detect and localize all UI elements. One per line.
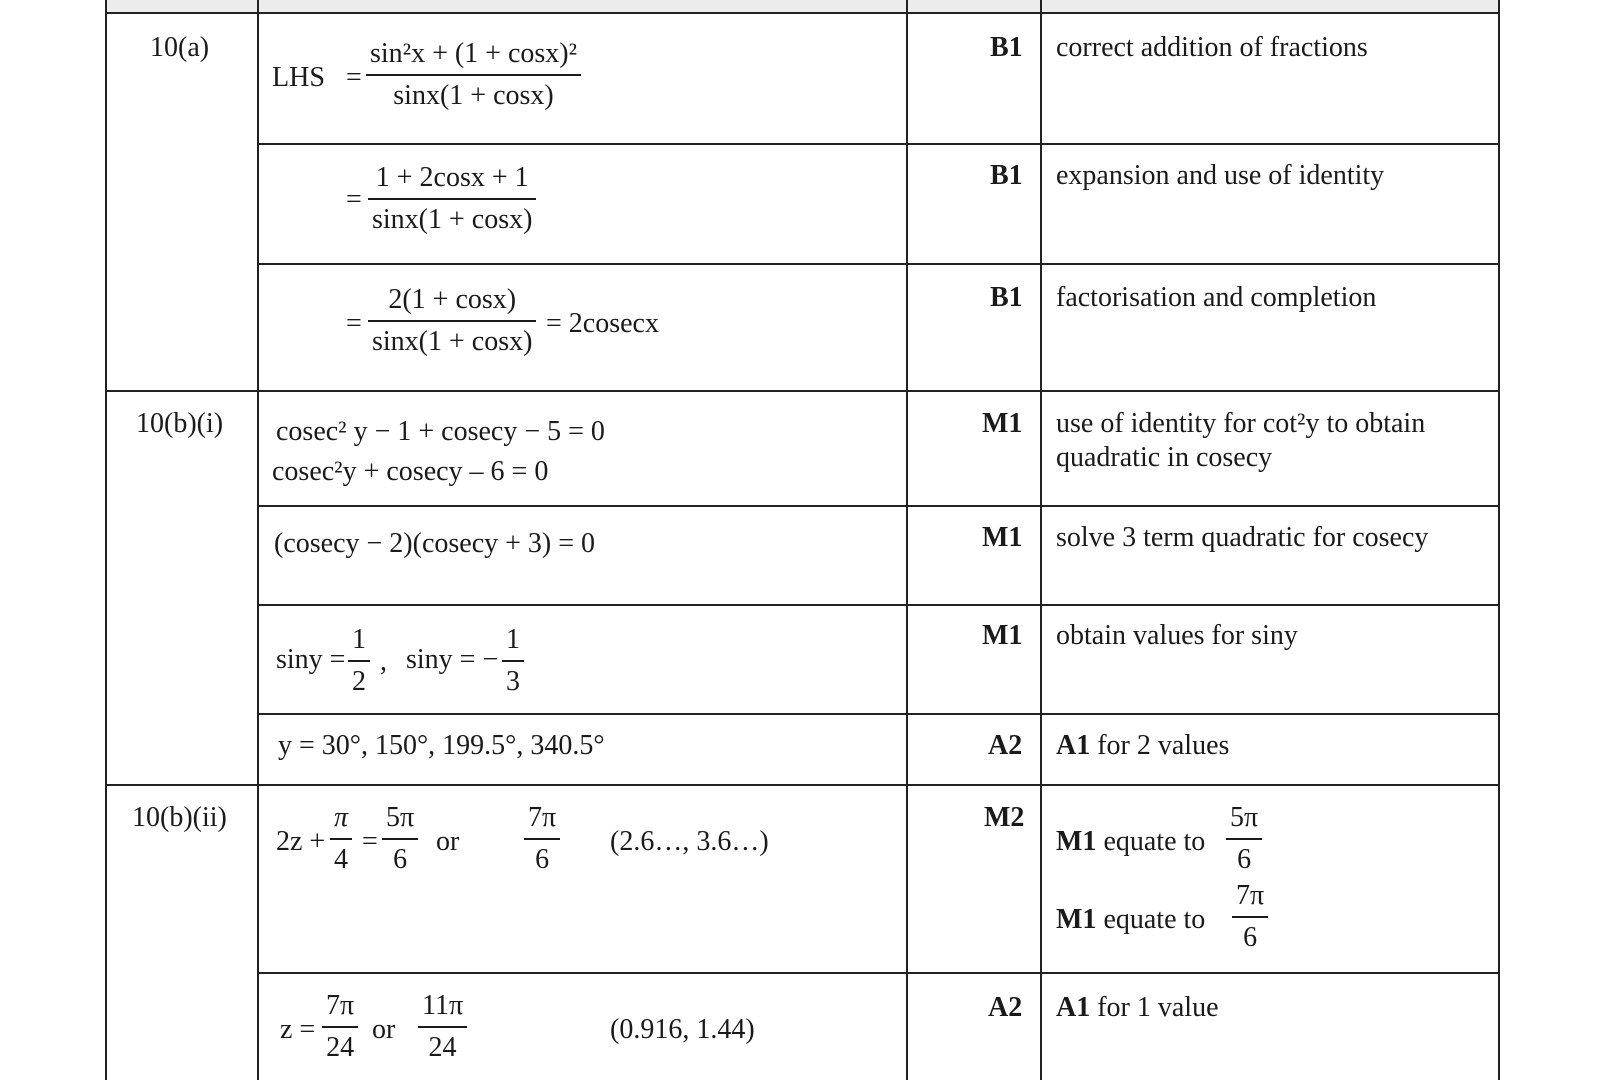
column-divider xyxy=(1498,0,1500,1080)
numerator: 7π xyxy=(326,990,355,1021)
guidance-text: solve 3 term quadratic for cosecy xyxy=(1056,522,1429,553)
or-word: or xyxy=(372,1014,396,1045)
denominator: 24 xyxy=(428,1032,457,1063)
guidance-mark: A1 xyxy=(1056,992,1091,1023)
row-divider xyxy=(258,143,1500,145)
guidance-mark: M1 xyxy=(1056,904,1097,935)
mark-code: B1 xyxy=(990,32,1023,63)
equals-sign: = xyxy=(346,184,362,215)
row-divider xyxy=(258,505,1500,507)
guidance-text xyxy=(1056,992,1219,1024)
mark-code: M1 xyxy=(982,620,1023,651)
guidance-text: use of identity for cot²y to obtain xyxy=(1056,408,1426,439)
separator: , xyxy=(380,646,387,677)
numerator: 2(1 + cosx) xyxy=(388,284,517,315)
working-line: (cosecy − 2)(cosecy + 3) = 0 xyxy=(274,528,596,559)
guidance-text: expansion and use of identity xyxy=(1056,160,1385,191)
column-divider xyxy=(906,0,908,1080)
guidance-text: obtain values for siny xyxy=(1056,620,1298,651)
denominator: sinx(1 + cosx) xyxy=(372,204,533,235)
fraction xyxy=(1232,880,1268,954)
mark-code: M1 xyxy=(982,522,1023,553)
denominator: 3 xyxy=(506,666,520,697)
mark-code: A2 xyxy=(988,992,1023,1023)
mark-code: M2 xyxy=(984,802,1025,833)
guidance-text xyxy=(1056,826,1205,858)
guidance-mark: A1 xyxy=(1056,730,1091,761)
approximate-values: (0.916, 1.44) xyxy=(610,1014,755,1045)
denominator: sinx(1 + cosx) xyxy=(393,80,554,111)
result-expression: = 2cosecx xyxy=(546,308,659,339)
fraction xyxy=(368,162,536,236)
numerator: 7π xyxy=(1236,880,1265,911)
question-number: 10(b)(ii) xyxy=(132,802,227,833)
numerator: 5π xyxy=(386,802,415,833)
guidance-rest: equate to xyxy=(1096,904,1206,935)
working-lhs: z = xyxy=(280,1014,316,1045)
mark-code: B1 xyxy=(990,160,1023,191)
numerator: 1 xyxy=(352,624,366,655)
row-divider xyxy=(258,713,1500,715)
fraction xyxy=(368,284,536,358)
guidance-rest: for 2 values xyxy=(1090,730,1230,761)
numerator: 1 xyxy=(506,624,520,655)
fraction xyxy=(366,38,581,112)
guidance-text: correct addition of fractions xyxy=(1056,32,1368,63)
row-divider xyxy=(105,390,1500,392)
guidance-text: quadratic in cosecy xyxy=(1056,442,1273,473)
denominator: 6 xyxy=(393,844,408,875)
fraction xyxy=(502,624,524,698)
fraction xyxy=(524,802,560,876)
equals-sign: = xyxy=(346,62,362,93)
column-divider xyxy=(257,0,259,1080)
mark-code: M1 xyxy=(982,408,1023,439)
numerator: 5π xyxy=(1230,802,1259,833)
guidance-text xyxy=(1056,904,1205,936)
lhs-label: LHS xyxy=(272,62,325,93)
guidance-text: factorisation and completion xyxy=(1056,282,1377,313)
fraction xyxy=(1226,802,1262,876)
fraction xyxy=(418,990,467,1064)
approximate-values: (2.6…, 3.6…) xyxy=(610,826,769,857)
denominator: 2 xyxy=(352,666,366,697)
working-lhs: siny = − xyxy=(406,644,499,675)
working-line: cosec²y + cosecy – 6 = 0 xyxy=(272,456,549,487)
row-divider xyxy=(105,12,1500,14)
guidance-mark: M1 xyxy=(1056,826,1097,857)
denominator: 6 xyxy=(535,844,550,875)
mark-code: A2 xyxy=(988,730,1023,761)
guidance-rest: equate to xyxy=(1096,826,1206,857)
equals-sign: = xyxy=(346,308,362,339)
question-number: 10(b)(i) xyxy=(136,408,224,439)
fraction xyxy=(382,802,418,876)
denominator: sinx(1 + cosx) xyxy=(372,326,533,357)
denominator: 4 xyxy=(334,844,349,875)
row-divider xyxy=(105,784,1500,786)
mark-code: B1 xyxy=(990,282,1023,313)
fraction xyxy=(348,624,370,698)
guidance-text xyxy=(1056,730,1229,762)
question-number: 10(a) xyxy=(150,32,210,63)
row-divider xyxy=(258,604,1500,606)
column-divider xyxy=(1040,0,1042,1080)
or-word: or xyxy=(436,826,460,857)
numerator: 7π xyxy=(528,802,557,833)
working-line: y = 30°, 150°, 199.5°, 340.5° xyxy=(278,730,605,761)
fraction xyxy=(322,990,358,1064)
denominator: 24 xyxy=(326,1032,355,1063)
working-line: cosec² y − 1 + cosecy − 5 = 0 xyxy=(276,416,605,447)
numerator: 11π xyxy=(422,990,464,1021)
fraction xyxy=(330,802,352,876)
row-divider xyxy=(258,972,1500,974)
numerator: π xyxy=(334,802,349,833)
guidance-rest: for 1 value xyxy=(1090,992,1219,1023)
working-lhs: siny = xyxy=(276,644,346,675)
denominator: 6 xyxy=(1243,922,1258,953)
equals-sign: = xyxy=(362,826,378,857)
row-divider xyxy=(258,263,1500,265)
working-lhs: 2z + xyxy=(276,826,326,857)
column-divider xyxy=(105,0,107,1080)
numerator: 1 + 2cosx + 1 xyxy=(375,162,529,193)
numerator: sin²x + (1 + cosx)² xyxy=(370,38,578,69)
denominator: 6 xyxy=(1237,844,1252,875)
